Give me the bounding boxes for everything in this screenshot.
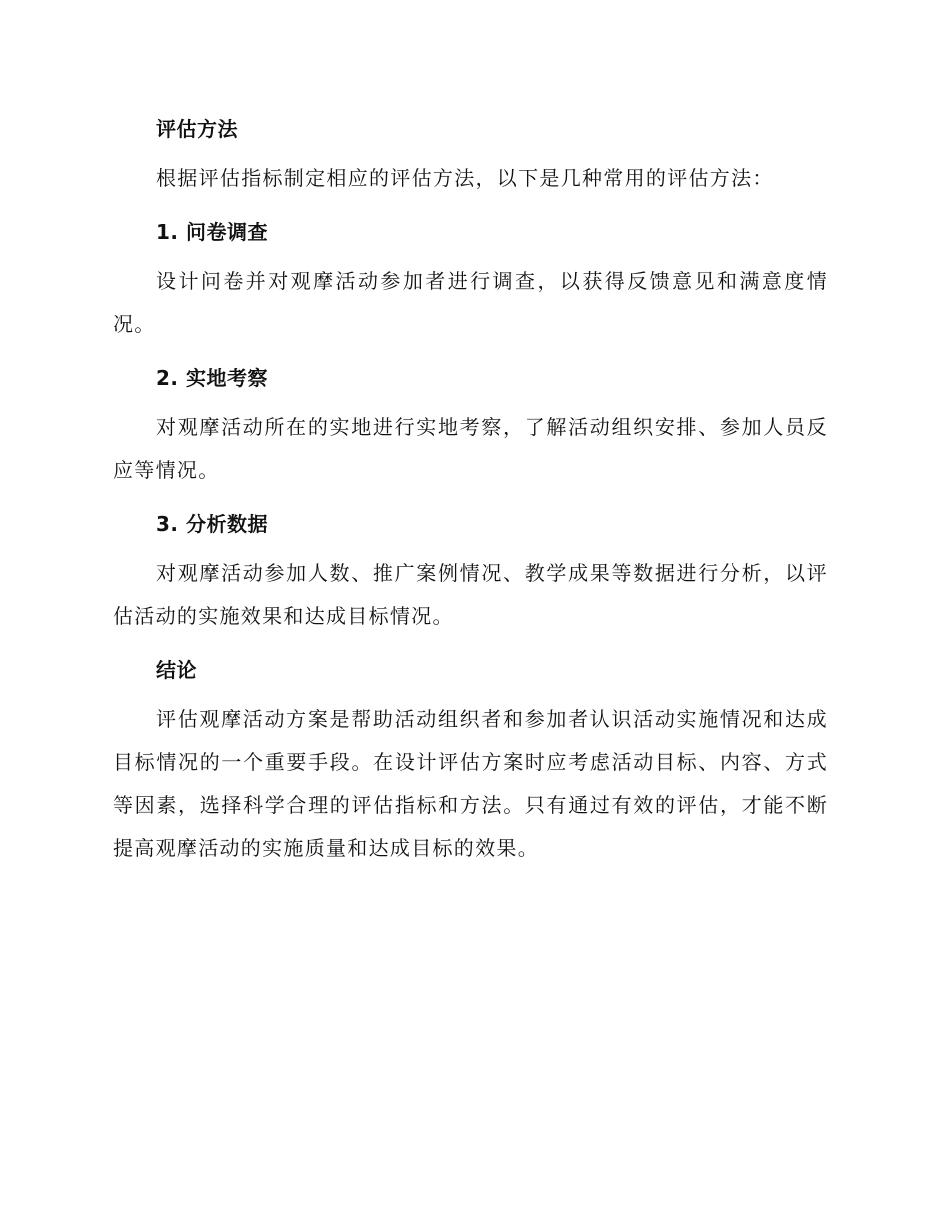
spacer bbox=[113, 200, 828, 217]
spacer bbox=[113, 346, 828, 363]
section-heading-conclusion: 结论 bbox=[156, 658, 197, 682]
spacer bbox=[113, 539, 828, 552]
spacer bbox=[113, 393, 828, 406]
spacer bbox=[113, 492, 828, 509]
spacer bbox=[113, 144, 828, 157]
spacer bbox=[113, 247, 828, 260]
evaluation-method-intro: 根据评估指标制定相应的评估方法，以下是几种常用的评估方法： bbox=[156, 166, 774, 190]
method-heading-field-visit: 2. 实地考察 bbox=[156, 366, 268, 390]
method-text-data-analysis: 对观摩活动参加人数、推广案例情况、教学成果等数据进行分析，以评估活动的实施效果和达成目标情况。 bbox=[113, 561, 828, 628]
method-heading-questionnaire: 1. 问卷调查 bbox=[156, 220, 268, 244]
section-heading-evaluation-method: 评估方法 bbox=[156, 117, 238, 141]
conclusion-text: 评估观摩活动方案是帮助活动组织者和参加者认识活动实施情况和达成目标情况的一个重要手段。在设计评估方案时应考虑活动目标、内容、方式等因素，选择科学合理的评估指标和方法。只有通过有效的评估，才能不断提高观摩活动的实施质量和达成目标的效果。 bbox=[113, 707, 828, 860]
method-text-field-visit: 对观摩活动所在的实地进行实地考察，了解活动组织安排、参加人员反应等情况。 bbox=[113, 415, 828, 482]
spacer bbox=[113, 638, 828, 655]
method-heading-data-analysis: 3. 分析数据 bbox=[156, 512, 268, 536]
method-text-questionnaire: 设计问卷并对观摩活动参加者进行调查，以获得反馈意见和满意度情况。 bbox=[113, 269, 828, 336]
spacer bbox=[113, 685, 828, 698]
